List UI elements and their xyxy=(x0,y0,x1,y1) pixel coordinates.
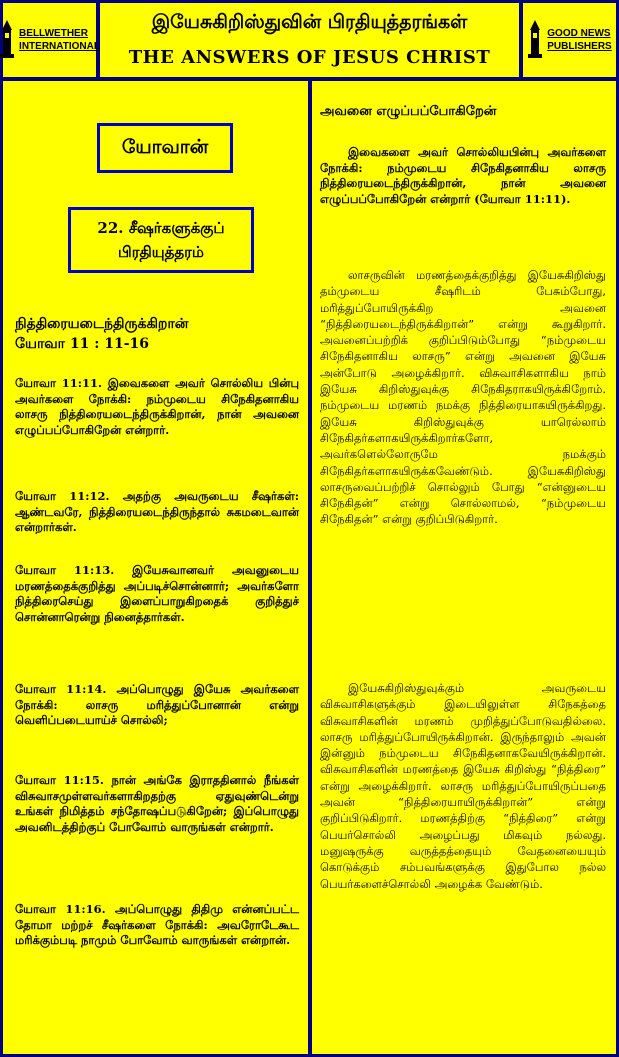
book-title: யோவான் xyxy=(97,123,233,173)
verse-block: யோவா 11:12. அதற்கு அவருடைய சீஷர்கள்: ஆண்டவரே, நித்திரையடைந்திருந்தால் சுகமடைவான் என்றார்கள். xyxy=(15,489,299,534)
commentary-paragraph: லாசருவின் மரணத்தைக்குறித்து இயேசுகிறிஸ்து தம்முடைய சீஷரிடம் பேசும்போது, மரித்துப்போயிருக்கிற அவனை “நித்திரையடைந்திருக்கிறான்” என்று கூறுகிறார். அவனைப்பற்றிக் குறிப்பிடும்போது “நம்முடைய சிநேகிதனாகிய லாசரு” என்று அவனை இயேசு அன்போடு அழைக்கிறார். விசுவாசிகளாகிய நாம் இயேசு கிறிஸ்துவுக்கு சிநேகிதராகயிருக்கிறோம். நம்முடைய மரணம் நமக்கு நித்திரையாகயிருக்கிறது. இயேசு கிறிஸ்துவுக்கு யாரெல்லாம் சிநேகிதர்களாகயிருக்கிறார்களோ, அவர்களெல்லோருமே நமக்கும் சிநேகிதர்களாகயிருக்கவேண்டும். இயேசுகிறிஸ்து லாசருவைப்பற்றிச் சொல்லும் போது “என்னுடைய சிநேகிதன்” என்று சொல்லாமல், “நம்முடைய சிநேகிதன்” என்று குறிப்பிடுகிறார். xyxy=(320,268,606,527)
chapter-line-1: 22. சீஷர்களுக்குப் xyxy=(97,219,225,237)
logo-right-text: GOOD NEWS PUBLISHERS xyxy=(547,28,612,52)
verse-block: யோவா 11:11. இவைகளை அவர் சொல்லிய பின்பு அவர்களை நோக்கி: நம்முடைய சிநேகிதனாகிய லாசரு நித்திரையடைந்திருக்கிறான், நான் அவனை எழுப்பப்போகிறேன் என்றார். xyxy=(15,376,299,437)
verse-block: யோவா 11:16. அப்பொழுது திதிமு என்னப்பட்ட தோமா மற்றச் சீஷர்களை நோக்கி: அவரோடேகூட மரிக்கும்படி நாமும் போவோம் வாருங்கள் என்றான். xyxy=(15,902,299,947)
commentary-quote: இவைகளை அவர் சொல்லியபின்பு அவர்களை நோக்கி: நம்முடைய சிநேகிதனாகிய லாசரு நித்திரையடைந்திருக்கிறான், நான் அவனை எழுப்பப்போகிறேன் என்றார் (யோவா 11:11). xyxy=(320,145,606,206)
verse-block: யோவா 11:13. இயேசுவானவர் அவனுடைய மரணத்தைக்குறித்து அப்படிச்சொன்னார்; அவர்களோ நித்திரைசெய்து இளைப்பாறுகிறதைக் குறித்துச் சொன்னாரென்று நினைத்தார்கள். xyxy=(15,563,299,624)
verse-block: யோவா 11:14. அப்பொழுது இயேசு அவர்களை நோக்கி: லாசரு மரித்துப்போனான் என்று வெளிப்படையாய்ச் சொல்லி; xyxy=(15,682,299,727)
commentary-title: அவனை எழுப்பப்போகிறேன் xyxy=(320,104,497,119)
header xyxy=(100,3,519,77)
bell-tower-icon xyxy=(0,20,15,60)
header-title-tamil: இயேசுகிறிஸ்துவின் பிரதியுத்தரங்கள் xyxy=(151,11,468,33)
section-ref: யோவா 11 : 11-16 xyxy=(15,336,150,352)
left-column xyxy=(3,81,308,1054)
chapter-box xyxy=(68,207,254,273)
section-heading xyxy=(15,314,188,354)
bell-tower-icon xyxy=(527,20,543,60)
chapter-line-2: பிரதியுத்தரம் xyxy=(118,243,204,261)
logo-left-panel xyxy=(3,3,100,77)
header-title-english: THE ANSWERS OF JESUS CHRIST xyxy=(128,47,491,68)
section-title: நித்திரையடைந்திருக்கிறான் xyxy=(15,316,189,332)
right-column xyxy=(312,81,616,1054)
verse-block: யோவா 11:15. நான் அங்கே இராததினால் நீங்கள் விசுவாசமுள்ளவர்களாகிறதற்கு ஏதுவுண்டென்று உங்கள் நிமித்தம் சந்தோஷப்படுகிறேன்; இப்பொழுது அவனிடத்திற்குப் போவோம் வாருங்கள் என்றார். xyxy=(15,773,299,834)
logo-left-text: BELLWETHER INTERNATIONAL xyxy=(19,28,100,52)
commentary-paragraph: இயேசுகிறிஸ்துவுக்கும் அவருடைய விசுவாசிகளுக்கும் இடையிலுள்ள சிநேகத்தை விசுவாசிகளின் மரணம் முறித்துப்போடுவதில்லை. லாசரு மரித்துப்போயிருக்கிறான். இருந்தாலும் அவன் இன்னும் நம்முடைய சிநேகிதனாகவேயிருக்கிறான். விசுவாசிகளின் மரணத்தை இயேசு கிறிஸ்து “நித்திரை” என்று அழைக்கிறார். லாசரு மரித்துப்போயிருப்பதை அவன் “நித்திரையாயிருக்கிறான்” என்று குறிப்பிடுகிறார். மரணத்திற்கு “நித்திரை” என்று பெயர்சொல்லி அழைப்பது மிகவும் நல்லது. மனுஷருக்கு வருத்தத்தையும் வேதனையையும் கொடுக்கும் சம்பவங்களுக்கு இதுபோல நல்ல பெயர்களைச்சொல்லி அழைக்க வேண்டும். xyxy=(320,681,606,891)
logo-right-panel xyxy=(523,3,616,77)
